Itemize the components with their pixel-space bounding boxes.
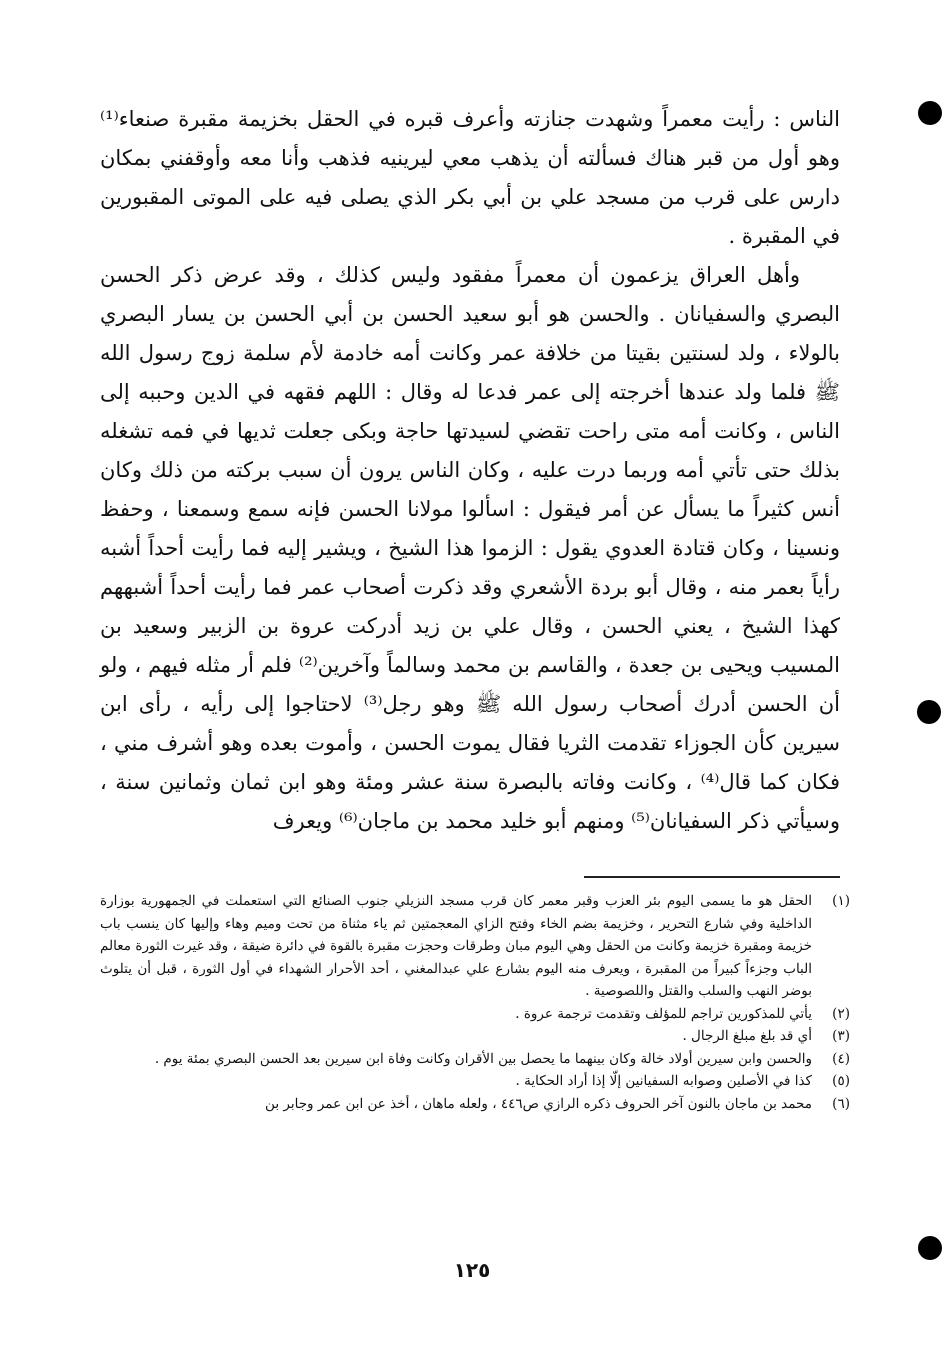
footnote-number: (٦) (832, 1095, 850, 1112)
footnote-number: (٢) (832, 1005, 850, 1022)
paragraph-1: الناس : رأيت معمراً وشهدت جنازته وأعرف قبره في الحقل بخزيمة مقبرة صنعاء⁽¹⁾ وهو أول من قبر هناك فسألته أن يذهب معي ليرينيه فذهب وأنا معه وأوقفني بمكان دارس على قرب من مسجد علي بن أبي بكر الذي يصلى فيه على الموتى المقبورين في المقبرة . (100, 107, 840, 248)
footnote-text: يأتي للمذكورين تراجم للمؤلف وتقدمت ترجمة عروة . (515, 1005, 812, 1022)
paragraph-2: وأهل العراق يزعمون أن معمراً مفقود وليس كذلك ، وقد عرض ذكر الحسن البصري والسفيانان . والحسن هو أبو سعيد الحسن بن أبي الحسن بن يسار البصري بالولاء ، ولد لسنتين بقيتا من خلافة عمر وكانت أمه خادمة لأم سلمة زوج رسول الله ﷺ فلما ولد عندها أخرجته إلى عمر فدعا له وقال : اللهم فقهه في الدين وحببه إلى الناس ، وكانت أمه متى راحت تقضي لسيدتها حاجة وبكى جعلت ثديها في فمه تشغله بذلك حتى تأتي أمه وربما درت عليه ، وكان الناس يرون أن سبب بركته من ذلك وكان أنس كثيراً ما يسأل عن أمر فيقول : اسألوا مولانا الحسن فإنه سمع وسمعنا ، وحفظ ونسينا ، وكان قتادة العدوي يقول : الزموا هذا الشيخ ، ويشير إليه فما رأيت أحداً أشبه رأياً بعمر منه ، وقال أبو بردة الأشعري وقد ذكرت أصحاب عمر فما رأيت أحداً أشبههم كهذا الشيخ ، يعني الحسن ، وقال علي بن زيد أدركت عروة بن الزبير وسعيد بن المسيب ويحيى بن جعدة ، والقاسم بن محمد وسالماً وآخرين⁽²⁾ فلم أر مثله فيهم ، ولو أن الحسن أدرك أصحاب رسول الله ﷺ وهو رجل⁽³⁾ لاحتاجوا إلى رأيه ، رأى ابن سيرين كأن الجوزاء تقدمت الثريا فقال يموت الحسن ، وأموت بعده وهو أشرف مني ، فكان كما قال⁽⁴⁾ ، وكانت وفاته بالبصرة سنة عشر ومئة وهو ابن ثمان وثمانين سنة ، وسيأتي ذكر السفيانان⁽⁵⁾ ومنهم أبو خليد محمد بن ماجان⁽⁶⁾ ويعرف (100, 263, 840, 833)
footnote-number: (٥) (832, 1073, 850, 1089)
footnote-separator (584, 876, 840, 878)
footnote-number: (٤) (832, 1050, 850, 1067)
footnote-text: أي قد بلغ مبلغ الرجال . (682, 1028, 812, 1044)
footnote-text: والحسن وابن سيرين أولاد خالة وكان بينهما ما يحصل بين الأقران وكانت وفاة ابن سيرين بعد الحسن البصري بمئة يوم . (154, 1050, 812, 1067)
binder-hole-bottom (918, 1236, 942, 1260)
footnotes (100, 890, 850, 1115)
footnote-5 (100, 1070, 850, 1093)
main-text-body (100, 100, 840, 841)
footnote-1 (100, 890, 850, 1003)
footnote-number: (٣) (832, 1028, 850, 1044)
binder-hole-middle (917, 700, 941, 724)
footnote-text: كذا في الأصلين وصوابه السفيانين إلّا إذا أراد الحكاية . (515, 1073, 812, 1089)
footnote-number: (١) (832, 893, 850, 909)
binder-hole-top (918, 101, 942, 125)
footnote-text: الحقل هو ما يسمى اليوم بئر العزب وقبر معمر كان قرب مسجد النزيلي جنوب الصنائع التي استعملت في الجمهورية بوزارة الداخلية وفي شارع التحرير ، وخزيمة بضم الخاء وفتح الزاي المعجمتين ثم ياء مثناة من تحت وميم وهاء وإليها كان ينسب باب خزيمة ومقبرة خزيمة وكانت من الحقل وهي اليوم مبان وطرقات وحجزت مقبرة بالقوة في دائرة ضيقة ، وقد غيرت الثورة معالم الباب وجزءاً كبيراً من المقبرة ، ويعرف منه اليوم بشارع علي عبدالمغني ، أحد الأحرار الشهداء في أول الثورة ، قبل أن يتلوث بوضر النهب والسلب والقتل واللصوصية . (100, 893, 812, 999)
footnote-text: محمد بن ماجان بالنون آخر الحروف ذكره الرازي ص٤٤٦ ، ولعله ماهان ، أخذ عن ابن عمر وجابر بن (265, 1095, 812, 1112)
footnote-3 (100, 1025, 850, 1048)
footnote-2 (100, 1003, 850, 1026)
footnote-4 (100, 1048, 850, 1071)
footnote-6 (100, 1093, 850, 1116)
page-number: ١٢٥ (453, 1258, 491, 1282)
